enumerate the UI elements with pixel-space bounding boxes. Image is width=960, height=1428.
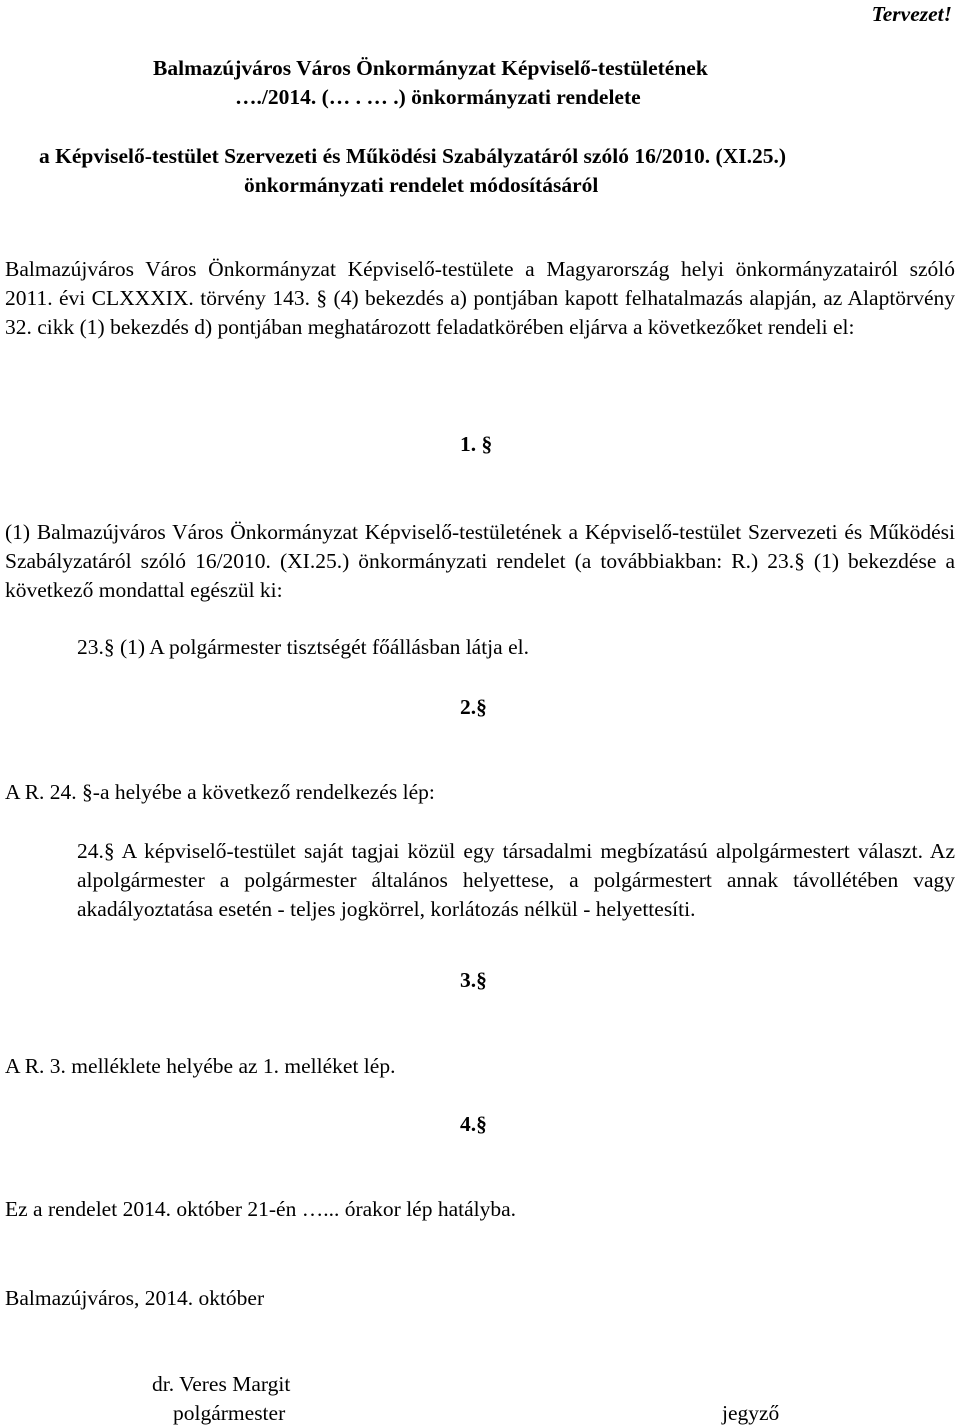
title-line-4: önkormányzati rendelet módosításáról — [244, 173, 599, 197]
preamble: Balmazújváros Város Önkormányzat Képviselő-testülete a Magyarország helyi önkormányzatairól szóló 2011. évi CLXXXIX. törvény 143. § (4) bekezdés a) pontjában kapott felhatalmazás alapján, az Alaptörvény 32. cikk (1) bekezdés d) pontjában meghatározott feladatkörében eljárva a következőket rendeli el: — [5, 257, 955, 339]
section-body-3: A R. 3. melléklete helyébe az 1. melléket lép. — [5, 1054, 396, 1078]
place-date: Balmazújváros, 2014. október — [5, 1286, 265, 1310]
section-heading-2: 2.§ — [460, 695, 487, 719]
section-quote-1: 23.§ (1) A polgármester tisztségét főállásban látja el. — [77, 635, 529, 659]
draft-label: Tervezet! — [871, 2, 952, 26]
title-line-1: Balmazújváros Város Önkormányzat Képviselő-testületének — [153, 56, 708, 80]
section-heading-4: 4.§ — [460, 1112, 487, 1136]
mayor-name: dr. Veres Margit — [152, 1372, 291, 1396]
section-body-2: A R. 24. §-a helyébe a következő rendelkezés lép: — [5, 780, 435, 804]
title-line-3: a Képviselő-testület Szervezeti és Működési Szabályzatáról szóló 16/2010. (XI.25.) — [39, 144, 786, 168]
notary-title: jegyző — [722, 1401, 780, 1425]
section-heading-3: 3.§ — [460, 968, 487, 992]
section-quote-2: 24.§ A képviselő-testület saját tagjai közül egy társadalmi megbízatású alpolgármestert választ. Az alpolgármester a polgármester általános helyettese, a polgármestert annak távollétében vagy akadályoztatása esetén - teljes jogkörrel, korlátozás nélkül - helyettesíti. — [77, 839, 955, 921]
mayor-title: polgármester — [173, 1401, 286, 1425]
section-heading-1: 1. § — [460, 432, 493, 456]
section-body-1: (1) Balmazújváros Város Önkormányzat Képviselő-testületének a Képviselő-testület Szervezeti és Működési Szabályzatáról szóló 16/2010. (XI.25.) önkormányzati rendelet (a továbbiakban: R.) 23.§ (1) bekezdése a következő mondattal egészül ki: — [5, 520, 955, 602]
title-line-2: …./2014. (… . … .) önkormányzati rendelete — [235, 85, 641, 109]
section-body-4: Ez a rendelet 2014. október 21-én …... órakor lép hatályba. — [5, 1197, 517, 1221]
